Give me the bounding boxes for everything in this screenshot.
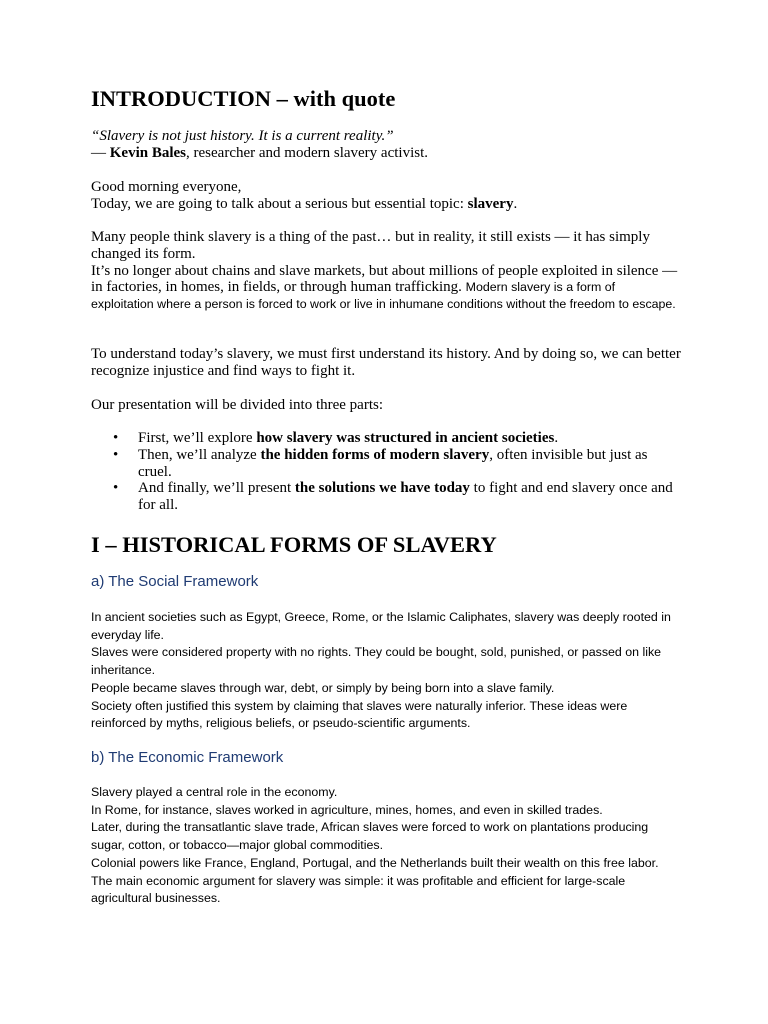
social-line-3: People became slaves through war, debt, or simply by being born into a slave family. bbox=[91, 680, 555, 695]
greeting-text: Good morning everyone, bbox=[91, 179, 242, 195]
topic-pre: Today, we are going to talk about a serious but essential topic: bbox=[91, 195, 468, 212]
bullet-icon: • bbox=[113, 480, 119, 497]
attribution-rest: , researcher and modern slavery activist. bbox=[186, 144, 428, 161]
subheading-economic-framework: b) The Economic Framework bbox=[91, 749, 284, 766]
economic-line-5: The main economic argument for slavery was simple: it was profitable and efficient for large-scale agricultural businesses. bbox=[91, 873, 626, 906]
quote-block bbox=[91, 128, 681, 162]
social-line-2: Slaves were considered property with no rights. They could be bought, sold, punished, or passed on like inheritance. bbox=[91, 645, 662, 678]
list-item: • First, we’ll explore how slavery was structured in ancient societies. bbox=[113, 430, 559, 446]
bullet-icon: • bbox=[113, 430, 119, 446]
social-line-1: In ancient societies such as Egypt, Greece, Rome, or the Islamic Caliphates, slavery was deeply rooted in everyday life. bbox=[91, 610, 671, 642]
bullet-icon: • bbox=[113, 446, 119, 463]
economic-line-2: In Rome, for instance, slaves worked in agriculture, mines, homes, and even in skilled trades. bbox=[91, 802, 603, 817]
context-paragraph bbox=[91, 229, 681, 313]
attribution-name: Kevin Bales bbox=[109, 144, 187, 161]
topic-post: . bbox=[513, 195, 518, 212]
attribution-dash: — bbox=[91, 144, 110, 161]
intro-heading: INTRODUCTION – with quote bbox=[91, 86, 396, 111]
context-line-1: Many people think slavery is a thing of the past… but in reality, it still exists — it has simply changed its form. bbox=[91, 229, 650, 262]
topic-bold: slavery bbox=[467, 195, 514, 212]
social-line-4: Society often justified this system by claiming that slaves were naturally inferior. These ideas were reinforced by myths, religious beliefs, or pseudo-scientific arguments. bbox=[91, 698, 628, 731]
economic-line-3: Later, during the transatlantic slave trade, African slaves were forced to work on plantations producing sugar, cotton, or tobacco—major global commodities. bbox=[91, 820, 649, 853]
history-paragraph: To understand today’s slavery, we must first understand its history. And by doing so, we can better recognize injustice and find ways to fight it. bbox=[91, 346, 681, 379]
parts-intro-paragraph: Our presentation will be divided into three parts: bbox=[91, 397, 384, 413]
list-item: • Then, we’ll analyze the hidden forms of modern slavery, often invisible but just as cruel. bbox=[113, 446, 648, 480]
context-definition: Modern slavery is a form of exploitation where a person is forced to work or live in inhumane conditions without the freedom to escape. bbox=[91, 280, 676, 312]
greeting-paragraph bbox=[91, 179, 681, 213]
context-line-2: It’s no longer about chains and slave markets, but about millions of people exploited in silence — in factories, in homes, in fields, or through human trafficking. bbox=[91, 262, 678, 296]
social-framework-paragraph bbox=[91, 609, 681, 733]
list-item: • And finally, we’ll present the solutions we have today to fight and end slavery once and for all. bbox=[113, 480, 673, 514]
economic-framework-paragraph bbox=[91, 784, 681, 908]
parts-list bbox=[91, 430, 681, 514]
economic-line-1: Slavery played a central role in the economy. bbox=[91, 785, 338, 799]
quote-text: “Slavery is not just history. It is a current reality.” bbox=[91, 128, 394, 144]
economic-line-4: Colonial powers like France, England, Portugal, and the Netherlands built their wealth on this free labor. bbox=[91, 855, 659, 870]
subheading-social-framework: a) The Social Framework bbox=[91, 573, 259, 590]
section-1-heading: I – HISTORICAL FORMS OF SLAVERY bbox=[91, 532, 497, 557]
